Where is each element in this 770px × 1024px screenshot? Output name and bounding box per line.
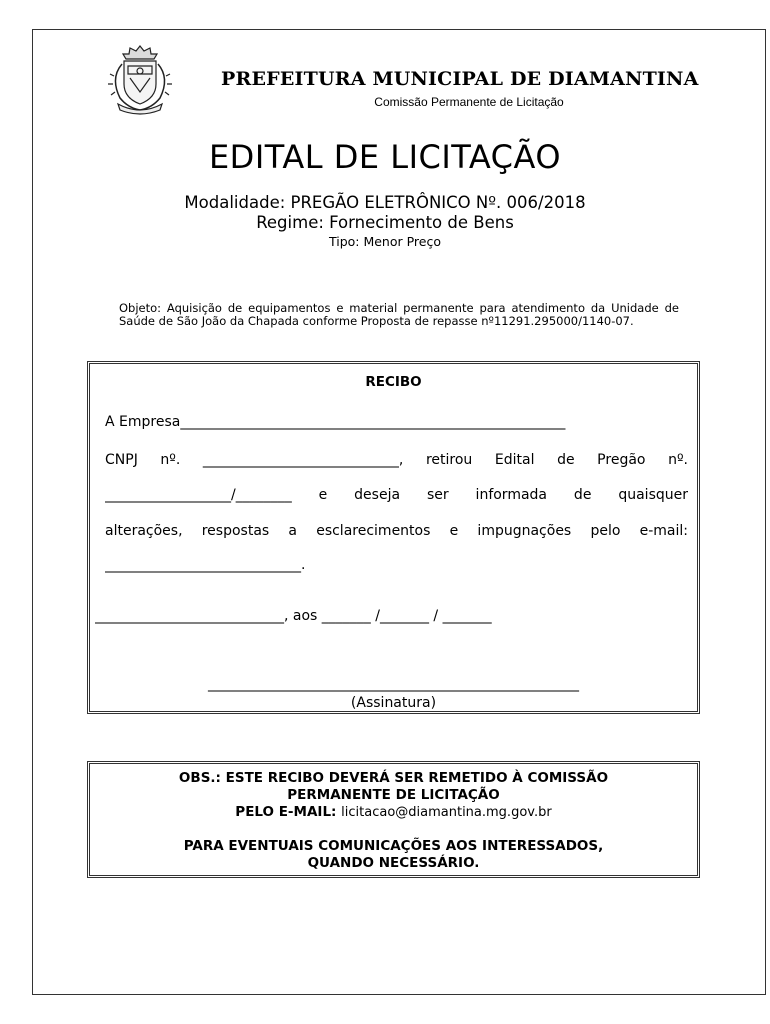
signature-field[interactable]: _____________________________________________________: [208, 676, 579, 692]
email-label: PELO E-MAIL:: [235, 804, 337, 820]
obs-line-2: PERMANENTE DE LICITAÇÃO: [287, 787, 500, 803]
email-intro-line: alterações, respostas a esclarecimentos e impugnações pelo e-mail:: [105, 523, 688, 539]
obs-email-line: [90, 804, 697, 820]
obs-box: [87, 761, 700, 878]
document-title: EDITAL DE LICITAÇÃO: [208, 138, 562, 176]
tipo: Tipo: Menor Preço: [328, 234, 442, 249]
obs-line-1: OBS.: ESTE RECIBO DEVERÁ SER REMETIDO À COMISSÃO: [178, 770, 609, 786]
org-subtitle: Comissão Permanente de Licitação: [374, 95, 564, 109]
place-date-line[interactable]: ___________________________, aos _______ /_______ / _______: [95, 608, 492, 624]
recibo-title: RECIBO: [365, 374, 422, 390]
obs-line-5: QUANDO NECESSÁRIO.: [307, 855, 480, 871]
email-link[interactable]: licitacao@diamantina.mg.gov.br: [341, 805, 552, 820]
org-name: PREFEITURA MUNICIPAL DE DIAMANTINA: [221, 68, 699, 90]
signature-label: (Assinatura): [350, 695, 437, 711]
objeto-paragraph: Objeto: Aquisição de equipamentos e material permanente para atendimento da Unidade de Saúde de São João da Chapada conforme Proposta de repasse nº11291.295000/1140-07.: [119, 301, 679, 328]
modalidade: Modalidade: PREGÃO ELETRÔNICO Nº. 006/2018: [184, 193, 586, 212]
cnpj-line[interactable]: CNPJ nº. ____________________________, retirou Edital de Pregão nº.: [105, 452, 688, 468]
email-field[interactable]: ____________________________.: [105, 557, 306, 573]
pregao-number-line[interactable]: __________________/________ e deseja ser informada de quaisquer: [105, 487, 688, 503]
obs-line-4: PARA EVENTUAIS COMUNICAÇÕES AOS INTERESSADOS,: [183, 838, 604, 854]
regime: Regime: Fornecimento de Bens: [256, 213, 514, 232]
recibo-box: [87, 361, 700, 714]
empresa-field[interactable]: A Empresa_______________________________________________________: [105, 414, 566, 430]
